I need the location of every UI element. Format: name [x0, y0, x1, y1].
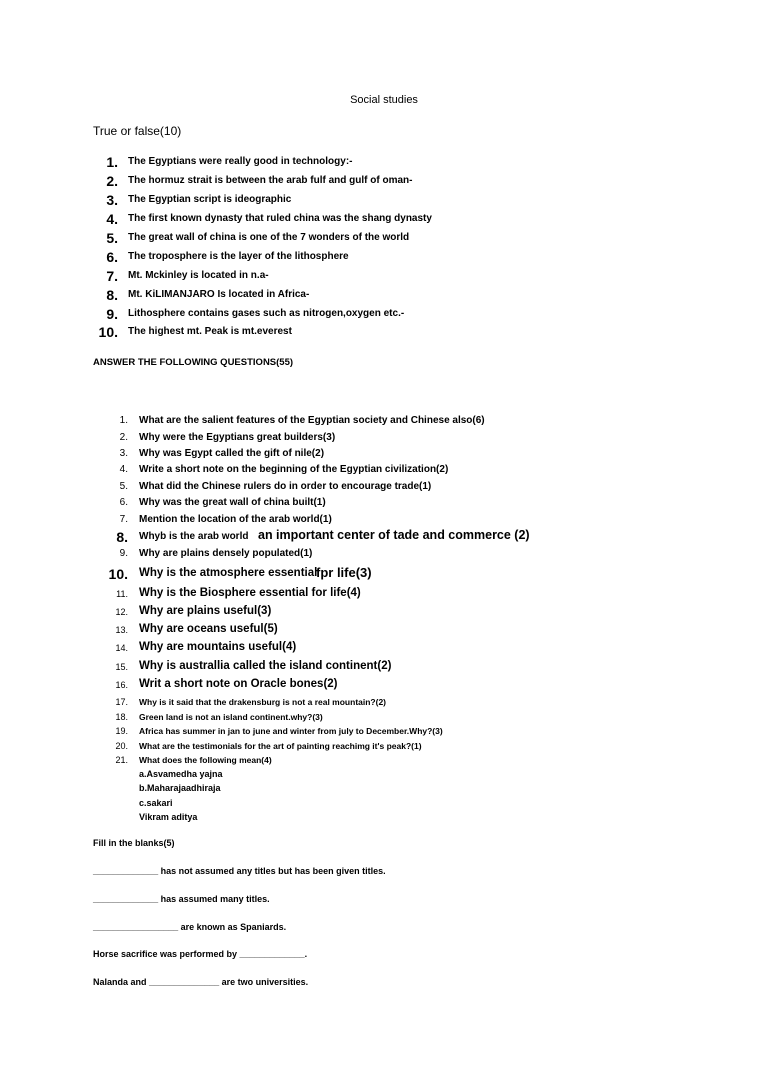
item-text: Why are mountains useful(4) — [139, 641, 297, 653]
questions-heading: ANSWER THE FOLLOWING QUESTIONS(55) — [93, 357, 294, 368]
item-number: 2. — [106, 173, 118, 189]
fill-blank-line: Horse sacrifice was performed by _____________. — [93, 949, 308, 959]
item-number: 19. — [115, 726, 128, 736]
item-number: 18. — [115, 712, 128, 722]
item-number: 17. — [115, 697, 128, 707]
item-number: 12. — [115, 607, 128, 617]
item-text: Green land is not an island continent.why?(3) — [139, 712, 323, 722]
item-number: 8. — [116, 529, 128, 545]
item-number: 4. — [119, 464, 128, 475]
sub-item: a.Asvamedha yajna — [139, 769, 223, 779]
item-text: Writ a short note on Oracle bones(2) — [139, 678, 338, 690]
item-number: 7. — [119, 514, 128, 525]
item-text: Why are plains densely populated(1) — [139, 548, 313, 559]
fill-blank-line: Nalanda and ______________ are two universities. — [93, 977, 309, 987]
item-text: Why is the Biosphere essential for life(4) — [139, 587, 361, 599]
sub-item: Vikram aditya — [139, 812, 198, 822]
item-text: What are the salient features of the Egyptian society and Chinese also(6) — [139, 415, 485, 426]
item-text: Why is the atmosphere essential — [139, 567, 318, 579]
item-number: 13. — [115, 625, 128, 635]
item-number: 20. — [115, 741, 128, 751]
item-text: Mt. Mckinley is located in n.a- — [128, 270, 269, 281]
item-number: 15. — [115, 662, 128, 672]
item-text: The hormuz strait is between the arab fulf and gulf of oman- — [128, 175, 413, 186]
item-number: 16. — [115, 680, 128, 690]
item-text: Why was the great wall of china built(1) — [139, 497, 326, 508]
item-text: Why are plains useful(3) — [139, 605, 272, 617]
item-text: What does the following mean(4) — [139, 755, 272, 765]
item-number: 9. — [119, 548, 128, 559]
item-number: 3. — [119, 448, 128, 459]
item-text: Why is australlia called the island continent(2) — [139, 660, 392, 672]
item-text: The troposphere is the layer of the lithosphere — [128, 251, 349, 262]
item-number: 4. — [106, 211, 118, 227]
item-text: The great wall of china is one of the 7 wonders of the world — [128, 232, 410, 243]
item-number: 1. — [106, 154, 118, 170]
document-title: Social studies — [350, 94, 418, 106]
item-number: 6. — [119, 497, 128, 508]
item-text: What did the Chinese rulers do in order to encourage trade(1) — [139, 481, 432, 492]
item-number: 21. — [115, 755, 128, 765]
item-text: Why was Egypt called the gift of nile(2) — [139, 448, 325, 459]
item-number: 5. — [106, 230, 118, 246]
item-text: The first known dynasty that ruled china was the shang dynasty — [128, 213, 432, 224]
item-text-large: an important center of tade and commerce (2) — [258, 528, 530, 542]
sub-item: b.Maharajaadhiraja — [139, 783, 221, 793]
true-false-heading: True or false(10) — [93, 124, 182, 138]
item-text: What are the testimonials for the art of painting reachimg it's peak?(1) — [139, 741, 422, 751]
item-text: Lithosphere contains gases such as nitrogen,oxygen etc.- — [128, 308, 405, 319]
item-number: 3. — [106, 192, 118, 208]
item-number: 11. — [116, 589, 128, 599]
item-number: 2. — [119, 432, 128, 443]
item-text: Write a short note on the beginning of the Egyptian civilization(2) — [139, 464, 449, 475]
fill-blank-line: _____________ has not assumed any titles but has been given titles. — [93, 866, 386, 876]
item-number: 10. — [108, 566, 128, 582]
fill-blank-line: _________________ are known as Spaniards. — [93, 922, 287, 932]
item-number: 8. — [106, 287, 118, 303]
item-text: Mt. KiLIMANJARO Is located in Africa- — [128, 289, 310, 300]
item-text: Whyb is the arab world — [139, 531, 249, 542]
item-number: 5. — [119, 481, 128, 492]
item-text: Mention the location of the arab world(1) — [139, 514, 332, 525]
item-number: 6. — [106, 249, 118, 265]
item-text: Why were the Egyptians great builders(3) — [139, 432, 336, 443]
item-text: Africa has summer in jan to june and winter from july to December.Why?(3) — [139, 726, 443, 736]
fill-blanks-heading: Fill in the blanks(5) — [93, 838, 175, 848]
item-number: 9. — [106, 306, 118, 322]
item-number: 1. — [119, 415, 128, 426]
item-text: Why are oceans useful(5) — [139, 623, 278, 635]
item-number: 10. — [98, 324, 118, 340]
item-text: The Egyptian script is ideographic — [128, 194, 292, 205]
item-number: 14. — [115, 643, 128, 653]
item-text: The Egyptians were really good in technology:- — [128, 156, 353, 167]
item-text: The highest mt. Peak is mt.everest — [128, 326, 292, 337]
item-number: 7. — [106, 268, 118, 284]
fill-blank-line: _____________ has assumed many titles. — [93, 894, 270, 904]
sub-item: c.sakari — [139, 798, 173, 808]
item-text-large: fpr life(3) — [316, 565, 372, 580]
item-text: Why is it said that the drakensburg is not a real mountain?(2) — [139, 697, 387, 707]
